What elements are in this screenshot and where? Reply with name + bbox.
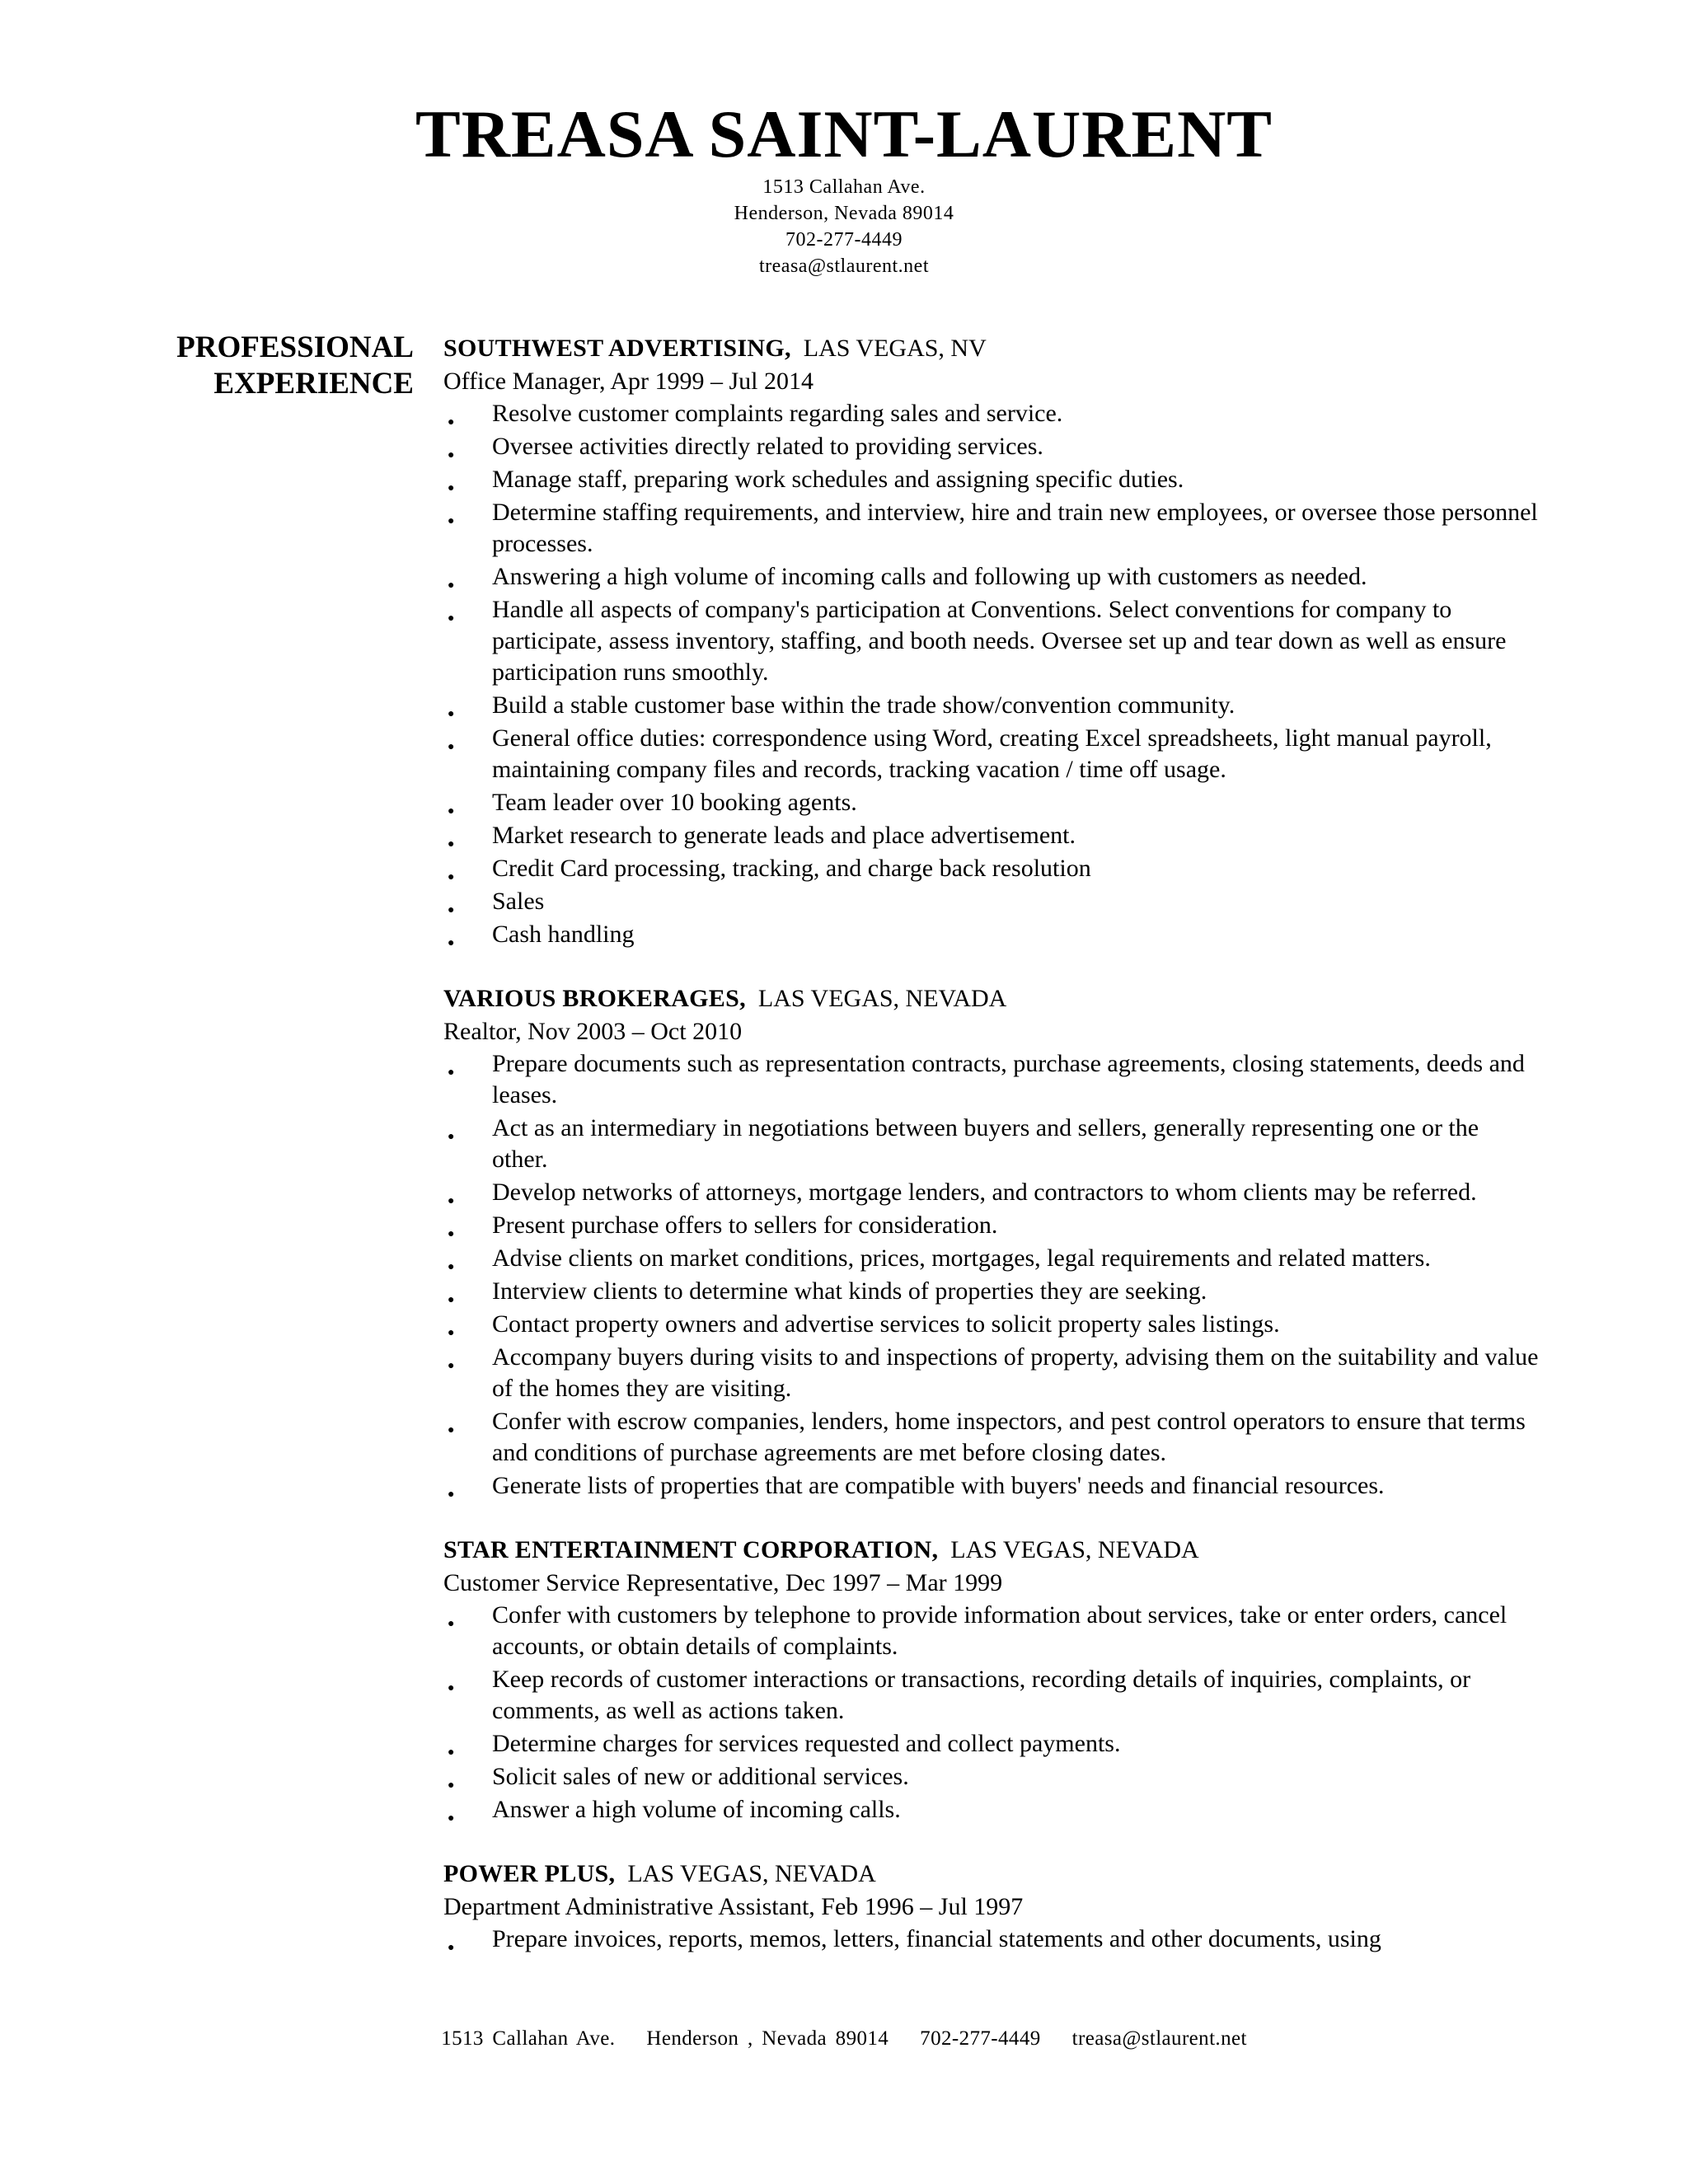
- job-employer: [443, 332, 1540, 365]
- bullet-icon: ●: [448, 1195, 455, 1207]
- duty-text: General office duties: correspondence using Word, creating Excel spreadsheets, light manual payroll, maintaining company files and records, tracking vacation / time off usage.: [492, 724, 1492, 783]
- job-company: STAR ENTERTAINMENT CORPORATION,: [443, 1536, 939, 1563]
- bullet-icon: ●: [448, 1682, 455, 1694]
- duty-item: [443, 497, 1540, 560]
- bullet-icon: ●: [448, 1779, 455, 1792]
- duty-item: [443, 431, 1540, 462]
- duty-text: Prepare invoices, reports, memos, letters, financial statements and other documents, using: [492, 1925, 1381, 1952]
- bullet-icon: ●: [448, 1261, 455, 1273]
- bullet-icon: ●: [448, 1294, 455, 1306]
- footer-address: 1513 Callahan Ave.: [441, 2027, 616, 2050]
- duty-text: Determine charges for services requested and collect payments.: [492, 1730, 1121, 1757]
- job-location: LAS VEGAS, NEVADA: [757, 985, 1007, 1012]
- duty-text: Handle all aspects of company's participation at Conventions. Select conventions for company to participate, assess inventory, staffing, and booth needs. Oversee set up and tear down as well as ensure participation runs smoothly.: [492, 596, 1507, 686]
- job-entry: [443, 1534, 1540, 1825]
- bullet-icon: ●: [448, 449, 455, 462]
- section-heading-line1: PROFESSIONAL: [176, 330, 414, 364]
- footer-phone: 702-277-4449: [920, 2027, 1041, 2050]
- duty-item: [443, 853, 1540, 884]
- duty-item: [443, 1794, 1540, 1825]
- duty-text: Build a stable customer base within the trade show/convention community.: [492, 691, 1236, 719]
- duty-text: Credit Card processing, tracking, and charge back resolution: [492, 855, 1091, 882]
- bullet-icon: ●: [448, 1131, 455, 1143]
- job-location: LAS VEGAS, NV: [803, 335, 987, 362]
- bullet-icon: ●: [448, 741, 455, 753]
- duty-item: [443, 561, 1540, 593]
- duty-text: Confer with customers by telephone to provide information about services, take or enter orders, cancel accounts, or obtain details of complaints.: [492, 1601, 1507, 1660]
- header-city: Henderson, Nevada 89014: [734, 203, 954, 224]
- duty-text: Answering a high volume of incoming calls and following up with customers as needed.: [492, 563, 1367, 590]
- bullet-icon: ●: [448, 1066, 455, 1079]
- duty-item: [443, 1761, 1540, 1793]
- duty-item: [443, 1470, 1540, 1502]
- bullet-icon: ●: [448, 1488, 455, 1501]
- header-address: 1513 Callahan Ave.: [762, 176, 926, 198]
- duty-item: [443, 1210, 1540, 1241]
- job-location: LAS VEGAS, NEVADA: [950, 1536, 1199, 1563]
- duty-item: [443, 1728, 1540, 1760]
- duty-item: [443, 1406, 1540, 1469]
- experience-list: [443, 332, 1540, 1987]
- section-heading-experience: [124, 330, 414, 402]
- bullet-icon: ●: [448, 1360, 455, 1372]
- duty-text: Generate lists of properties that are compatible with buyers' needs and financial resources.: [492, 1472, 1385, 1499]
- duty-item: [443, 594, 1540, 688]
- duty-item: [443, 820, 1540, 851]
- duty-text: Advise clients on market conditions, prices, mortgages, legal requirements and related matters.: [492, 1244, 1431, 1272]
- duty-text: Answer a high volume of incoming calls.: [492, 1796, 901, 1823]
- bullet-icon: ●: [448, 1812, 455, 1825]
- duty-text: Confer with escrow companies, lenders, home inspectors, and pest control operators to ensure that terms and conditions of purchase agreements are met before closing dates.: [492, 1408, 1526, 1466]
- duty-list: [443, 1048, 1540, 1502]
- bullet-icon: ●: [448, 838, 455, 851]
- duty-text: Determine staffing requirements, and interview, hire and train new employees, or oversee those personnel processes.: [492, 499, 1538, 557]
- footer-email: treasa@stlaurent.net: [1071, 2027, 1247, 2050]
- bullet-icon: ●: [448, 1746, 455, 1759]
- bullet-icon: ●: [448, 708, 455, 720]
- duty-item: [443, 1048, 1540, 1111]
- duty-item: [443, 398, 1540, 429]
- duty-text: Accompany buyers during visits to and inspections of property, advising them on the suitability and value of the homes they are visiting.: [492, 1343, 1539, 1402]
- bullet-icon: ●: [448, 482, 455, 494]
- duty-item: [443, 787, 1540, 818]
- duty-item: [443, 1600, 1540, 1662]
- duty-item: [443, 1177, 1540, 1208]
- duty-list: [443, 1924, 1540, 1955]
- job-company: VARIOUS BROKERAGES,: [443, 985, 746, 1012]
- header-phone: 702-277-4449: [785, 229, 903, 251]
- duty-item: [443, 1243, 1540, 1274]
- resume-header: [0, 95, 1688, 279]
- bullet-icon: ●: [448, 904, 455, 916]
- duty-item: [443, 723, 1540, 785]
- duty-text: Contact property owners and advertise services to solicit property sales listings.: [492, 1310, 1280, 1338]
- bullet-icon: ●: [448, 515, 455, 527]
- job-employer: [443, 1534, 1540, 1567]
- bullet-icon: ●: [448, 937, 455, 949]
- duty-item: [443, 1113, 1540, 1175]
- bullet-icon: ●: [448, 612, 455, 625]
- bullet-icon: ●: [448, 871, 455, 883]
- duty-item: [443, 886, 1540, 917]
- duty-item: [443, 919, 1540, 950]
- duty-item: [443, 1276, 1540, 1307]
- job-company: SOUTHWEST ADVERTISING,: [443, 335, 791, 362]
- bullet-icon: ●: [448, 579, 455, 592]
- bullet-icon: ●: [448, 1228, 455, 1240]
- duty-list: [443, 1600, 1540, 1825]
- bullet-icon: ●: [448, 1942, 455, 1954]
- duty-list: [443, 398, 1540, 950]
- job-employer: [443, 1858, 1540, 1891]
- duty-text: Develop networks of attorneys, mortgage lenders, and contractors to whom clients may be referred.: [492, 1179, 1477, 1206]
- duty-text: Solicit sales of new or additional services.: [492, 1763, 909, 1790]
- bullet-icon: ●: [448, 1327, 455, 1339]
- bullet-icon: ●: [448, 805, 455, 818]
- job-title-dates: Department Administrative Assistant, Feb 1996 – Jul 1997: [443, 1893, 1024, 1920]
- job-title-dates: Customer Service Representative, Dec 1997 – Mar 1999: [443, 1569, 1003, 1596]
- duty-text: Resolve customer complaints regarding sales and service.: [492, 400, 1063, 427]
- duty-text: Present purchase offers to sellers for consideration.: [492, 1212, 998, 1239]
- duty-item: [443, 690, 1540, 721]
- duty-text: Cash handling: [492, 921, 635, 948]
- duty-text: Interview clients to determine what kinds of properties they are seeking.: [492, 1277, 1207, 1305]
- job-entry: [443, 982, 1540, 1502]
- bullet-icon: ●: [448, 1424, 455, 1436]
- job-entry: [443, 1858, 1540, 1955]
- duty-text: Act as an intermediary in negotiations between buyers and sellers, generally representing one or the other.: [492, 1114, 1479, 1173]
- duty-text: Market research to generate leads and place advertisement.: [492, 822, 1076, 849]
- job-location: LAS VEGAS, NEVADA: [627, 1860, 876, 1887]
- job-title-dates: Office Manager, Apr 1999 – Jul 2014: [443, 368, 814, 395]
- duty-item: [443, 1309, 1540, 1340]
- page-footer: [0, 2026, 1688, 2052]
- duty-item: [443, 1342, 1540, 1404]
- job-company: POWER PLUS,: [443, 1860, 616, 1887]
- candidate-name: TREASA SAINT-LAURENT: [415, 96, 1273, 171]
- duty-item: [443, 1924, 1540, 1955]
- header-email: treasa@stlaurent.net: [758, 255, 930, 277]
- duty-text: Prepare documents such as representation contracts, purchase agreements, closing statements, deeds and leases.: [492, 1050, 1525, 1108]
- job-employer: [443, 982, 1540, 1015]
- section-heading-line2: EXPERIENCE: [213, 367, 414, 401]
- bullet-icon: ●: [448, 1618, 455, 1630]
- bullet-icon: ●: [448, 416, 455, 429]
- job-title-dates: Realtor, Nov 2003 – Oct 2010: [443, 1018, 743, 1045]
- duty-text: Sales: [492, 888, 545, 915]
- duty-item: [443, 1664, 1540, 1727]
- duty-item: [443, 464, 1540, 495]
- footer-city: Henderson , Nevada 89014: [646, 2027, 889, 2050]
- duty-text: Team leader over 10 booking agents.: [492, 789, 857, 816]
- job-entry: [443, 332, 1540, 950]
- duty-text: Oversee activities directly related to providing services.: [492, 433, 1043, 460]
- duty-text: Manage staff, preparing work schedules and assigning specific duties.: [492, 466, 1184, 493]
- duty-text: Keep records of customer interactions or transactions, recording details of inquiries, complaints, or comments, as well as actions taken.: [492, 1666, 1471, 1724]
